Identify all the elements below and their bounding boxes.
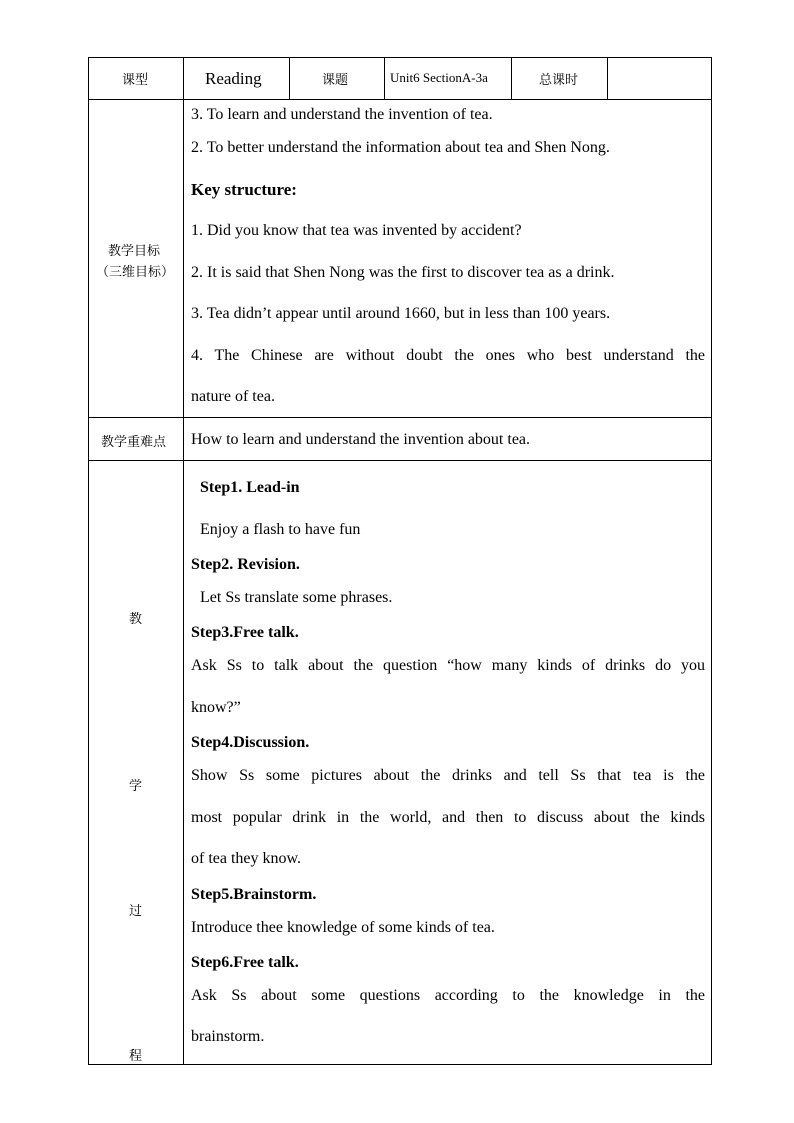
- table-column-divider: [384, 57, 385, 100]
- step-heading: Step6.Free talk.: [191, 954, 299, 971]
- step-text: of tea they know.: [191, 850, 302, 867]
- step-text: Show Ss some pictures about the drinks and tell Ss that tea is the: [191, 767, 705, 784]
- step-text: Enjoy a flash to have fun: [200, 521, 361, 538]
- step-text: Introduce thee knowledge of some kinds of tea.: [191, 919, 495, 936]
- lesson-topic-label: 课题: [322, 73, 349, 88]
- table-row-divider: [88, 99, 712, 100]
- key-structure-title: Key structure:: [191, 180, 297, 199]
- step-heading: Step1. Lead-in: [200, 479, 300, 496]
- step-text: know?”: [191, 699, 241, 716]
- step-text: Let Ss translate some phrases.: [200, 589, 393, 606]
- step-text: Ask Ss about some questions according to the knowledge in the: [191, 987, 705, 1004]
- total-hours-label: 总课时: [539, 73, 579, 88]
- key-structure-item: nature of tea.: [191, 388, 275, 405]
- step-heading: Step2. Revision.: [191, 556, 300, 573]
- step-heading: Step4.Discussion.: [191, 734, 310, 751]
- key-structure-item: 4. The Chinese are without doubt the ones who best understand the: [191, 347, 705, 364]
- lesson-type-label: 课型: [122, 73, 149, 88]
- step-heading: Step5.Brainstorm.: [191, 886, 317, 903]
- key-structure-item: 2. It is said that Shen Nong was the first to discover tea as a drink.: [191, 264, 615, 281]
- table-border-bottom: [88, 1064, 712, 1065]
- step-text: most popular drink in the world, and then to discuss about the kinds: [191, 809, 705, 826]
- step-text: Ask Ss to talk about the question “how many kinds of drinks do you: [191, 657, 705, 674]
- table-column-divider: [183, 57, 184, 1065]
- step-heading: Step3.Free talk.: [191, 624, 299, 641]
- process-label-char: 程: [129, 1049, 143, 1064]
- table-border-left: [88, 57, 89, 1065]
- objectives-sublabel: （三维目标）: [96, 265, 175, 280]
- key-points-text: How to learn and understand the invention about tea.: [191, 431, 531, 448]
- table-column-divider: [607, 57, 608, 100]
- table-row-divider: [88, 460, 712, 461]
- objective-item: 2. To better understand the information about tea and Shen Nong.: [191, 139, 610, 156]
- objective-item: 3. To learn and understand the invention of tea.: [191, 106, 493, 123]
- lesson-type-value: Reading: [205, 69, 262, 88]
- key-structure-item: 3. Tea didn’t appear until around 1660, but in less than 100 years.: [191, 305, 611, 322]
- table-column-divider: [289, 57, 290, 100]
- table-border-right: [711, 57, 712, 1065]
- process-label-char: 过: [129, 904, 143, 919]
- table-row-divider: [88, 417, 712, 418]
- key-points-label: 教学重难点: [101, 435, 167, 450]
- step-text: brainstorm.: [191, 1028, 265, 1045]
- table-column-divider: [511, 57, 512, 100]
- objectives-label: 教学目标: [108, 244, 161, 259]
- key-structure-item: 1. Did you know that tea was invented by accident?: [191, 222, 522, 239]
- table-border-top: [88, 57, 712, 58]
- process-label-char: 学: [129, 779, 143, 794]
- lesson-topic-value: Unit6 SectionA-3a: [390, 70, 488, 85]
- process-label-char: 教: [129, 612, 143, 627]
